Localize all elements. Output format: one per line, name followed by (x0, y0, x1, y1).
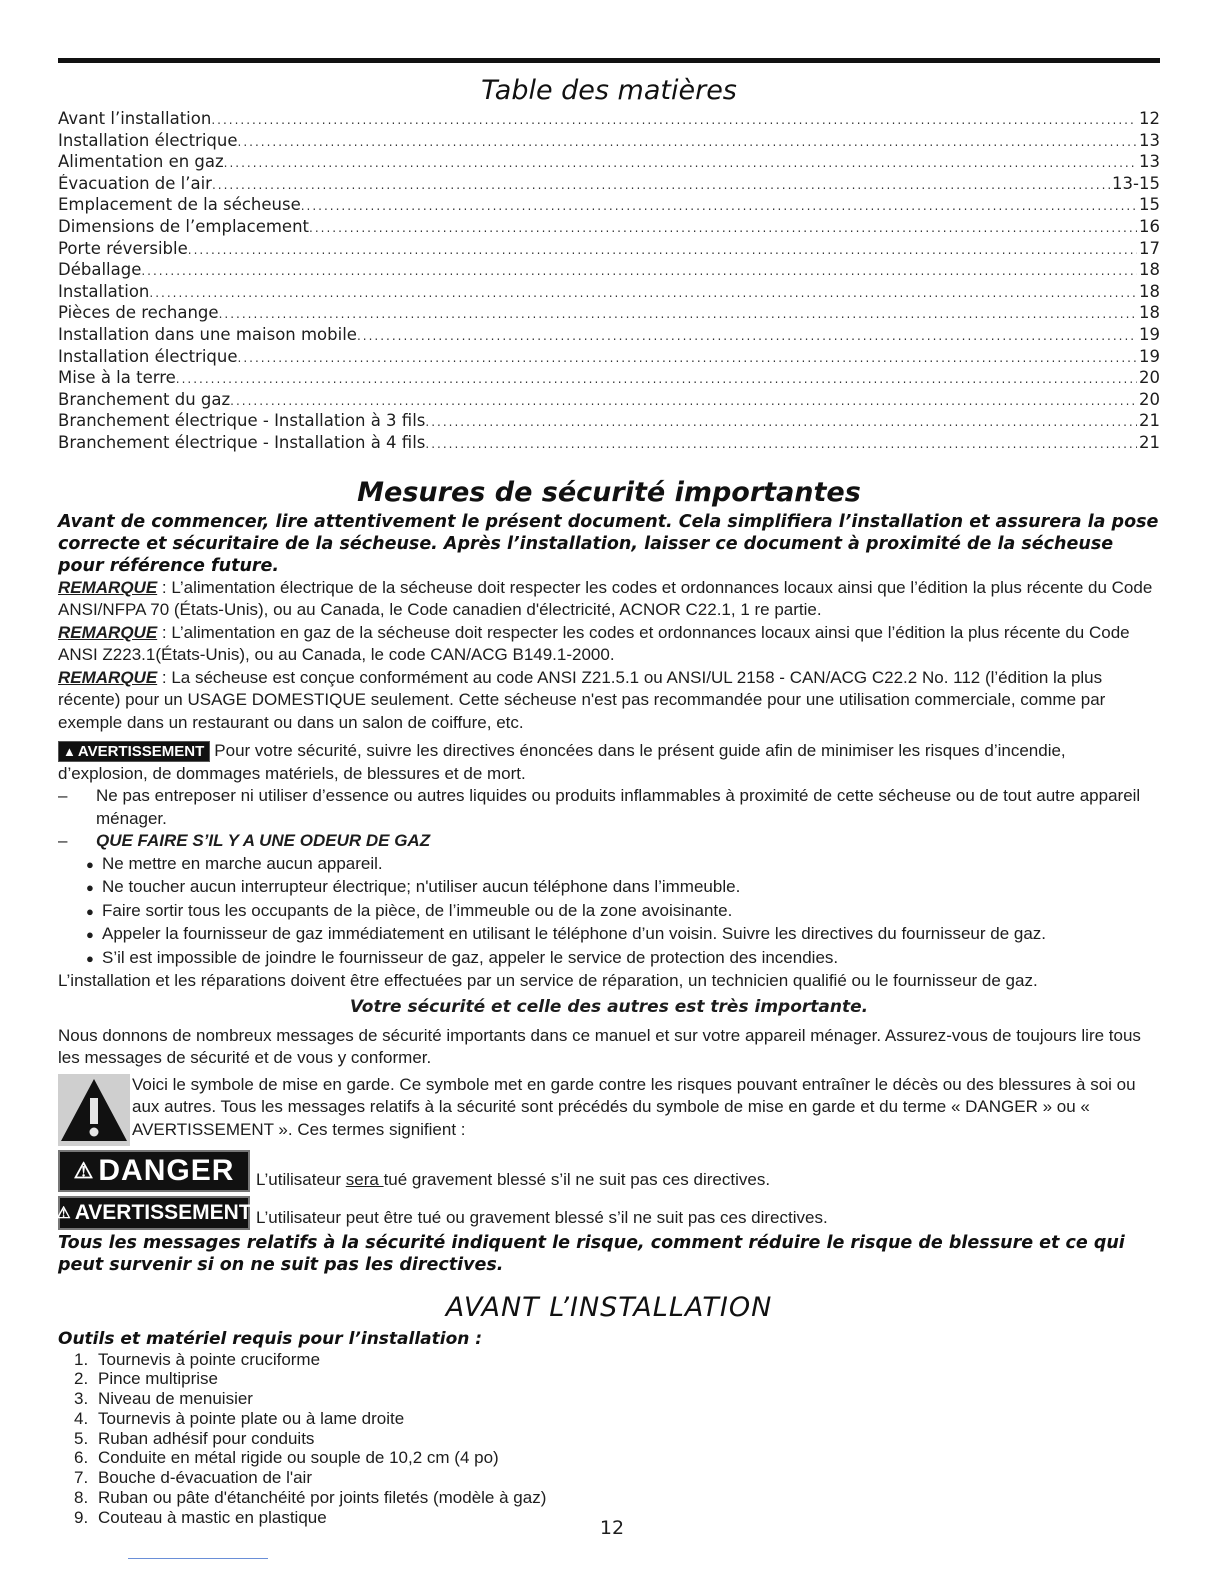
repair-paragraph: L’installation et les réparations doivent être effectuées par un service de réparation, un technicien qualifié ou le fournisseur de gaz. (58, 971, 1038, 990)
tools-list (58, 1350, 1160, 1528)
top-rule (58, 58, 1160, 63)
remark-domestic: REMARQUE : La sécheuse est conçue conformément au code ANSI Z21.5.1 ou ANSI/UL 2158 - CAN/ACG C22.2 No. 112 (l’édition la plus récente) pour un USAGE DOMESTIQUE seulement. Cette sécheuse n'est pas recommandée pour une utilisation commerciale, comme par exemple dans un restaurant ou dans un salon de coiffure, etc. (58, 667, 1106, 732)
list-item: 2. Pince multiprise (74, 1369, 218, 1389)
footer-rule (128, 1558, 268, 1559)
warning-triangle-icon: ⚠ (56, 1204, 71, 1222)
toc-label: Installation électrique (58, 130, 238, 150)
toc-entry[interactable] (58, 325, 1160, 347)
remark-label: REMARQUE (58, 577, 158, 597)
warning-badge-large: ⚠ AVERTISSEMENT (58, 1196, 250, 1230)
toc-entry[interactable] (58, 195, 1160, 217)
list-item: 7. Bouche d-évacuation de l'air (74, 1468, 312, 1488)
table-of-contents (58, 109, 1160, 455)
toc-page: 18 (1139, 303, 1160, 323)
dash-item-flammables: – Ne pas entreposer ni utiliser d’essence ou autres liquides ou produits inflammables à proximité de cette sécheuse ou de tout autre appareil ménager. (58, 786, 1141, 828)
dash-item-gas-odor: – QUE FAIRE S’IL Y A UNE ODEUR DE GAZ (58, 831, 431, 850)
danger-row (58, 1150, 1160, 1192)
toc-entry[interactable] (58, 390, 1160, 412)
safety-title: Mesures de sécurité importantes (357, 476, 861, 508)
toc-label: Installation électrique (58, 346, 238, 366)
warning-paragraph: ▲ AVERTISSEMENT Pour votre sécurité, suivre les directives énoncées dans le présent guide afin de minimiser les risques d’incendie, d’explosion, de dommages matériels, de blessures et de mort. (58, 741, 1066, 783)
list-item: 1. Tournevis à pointe cruciforme (74, 1349, 321, 1369)
list-item: ● Appeler la fournisseur de gaz immédiatement en utilisant le téléphone d’un voisin. Suivre les directives du fournisseur de gaz. (86, 924, 1047, 943)
danger-badge: ⚠ DANGER (58, 1150, 250, 1192)
toc-label: Installation dans une maison mobile (58, 324, 357, 344)
toc-entry[interactable] (58, 131, 1160, 153)
list-item: 8. Ruban ou pâte d'étanchéité por joints filetés (modèle à gaz) (74, 1488, 547, 1508)
page-number: 12 (599, 1517, 625, 1539)
tools-subtitle: Outils et matériel requis pour l’installation : (58, 1328, 483, 1349)
list-item: 3. Niveau de menuisier (74, 1389, 253, 1409)
list-item: ● Ne toucher aucun interrupteur électrique; n'utiliser aucun téléphone dans l’immeuble. (86, 877, 741, 896)
toc-label: Branchement électrique - Installation à 3 fils (58, 411, 426, 431)
alert-symbol-block (58, 1074, 1160, 1146)
toc-entry[interactable] (58, 152, 1160, 174)
toc-page: 20 (1139, 368, 1160, 388)
toc-page: 18 (1139, 260, 1160, 280)
toc-page: 15 (1139, 195, 1160, 215)
list-item: 4. Tournevis à pointe plate ou à lame droite (74, 1408, 405, 1428)
toc-label: Porte réversible (58, 238, 188, 258)
list-item: 6. Conduite en métal rigide ou souple de 10,2 cm (4 po) (74, 1448, 499, 1468)
warning-row (58, 1196, 1160, 1230)
toc-page: 21 (1139, 411, 1160, 431)
toc-label: Alimentation en gaz (58, 152, 224, 172)
danger-text: L’utilisateur sera tué gravement blessé s’il ne suit pas ces directives. (256, 1170, 771, 1189)
toc-label: Branchement électrique - Installation à 4 fils (58, 432, 426, 452)
toc-entry[interactable] (58, 411, 1160, 433)
remark-gas: REMARQUE : L’alimentation en gaz de la sécheuse doit respecter les codes et ordonnances locaux ainsi que l’édition la plus récente du Code ANSI Z223.1(États-Unis), ou au Canada, le code CAN/ACG B149.1-2000. (58, 622, 1130, 664)
toc-entry[interactable] (58, 433, 1160, 455)
list-item: ● S’il est impossible de joindre le fournisseur de gaz, appeler le service de protection des incendies. (86, 947, 839, 967)
toc-entry[interactable] (58, 347, 1160, 369)
toc-label: Pièces de rechange (58, 303, 219, 323)
list-item: ● Faire sortir tous les occupants de la pièce, de l’immeuble ou de la zone avoisinante. (86, 900, 733, 920)
before-install-title: AVANT L’INSTALLATION (445, 1291, 773, 1323)
toc-page: 13-15 (1112, 173, 1160, 193)
safety-lead: Avant de commencer, lire attentivement le présent document. Cela simplifiera l’installation et assurera la pose correcte et sécuritaire de la sécheuse. Après l’installation, laisser ce document à proximité de la sécheuse pour référence future. (58, 511, 1159, 576)
toc-label: Branchement du gaz (58, 389, 231, 409)
toc-title: Table des matières (481, 75, 737, 106)
remark-electric: REMARQUE : L’alimentation électrique de la sécheuse doit respecter les codes et ordonnances locaux ainsi que l’édition la plus récente du Code ANSI/NFPA 70 (États-Unis), ou au Canada, le Code canadien d'électricité, ACNOR C22.1, 1 re partie. (58, 577, 1153, 619)
toc-entry[interactable] (58, 260, 1160, 282)
toc-page: 20 (1139, 389, 1160, 409)
symbol-paragraph: Voici le symbole de mise en garde. Ce symbole met en garde contre les risques pouvant entraîner le décès ou des blessures à soi ou aux autres. Tous les messages relatifs à la sécurité sont précédés du symbole de mise en garde et du terme « DANGER » ou « AVERTISSEMENT ». Ces termes signifient : (132, 1074, 1136, 1139)
toc-entry[interactable] (58, 217, 1160, 239)
toc-page: 19 (1139, 324, 1160, 344)
toc-label: Installation (58, 281, 150, 301)
toc-page: 13 (1139, 130, 1160, 150)
remark-label: REMARQUE (58, 622, 158, 642)
remark-label: REMARQUE (58, 667, 158, 687)
gas-odor-list (58, 853, 1160, 971)
list-item: ● Ne mettre en marche aucun appareil. (86, 853, 383, 873)
toc-entry[interactable] (58, 282, 1160, 304)
toc-page: 13 (1139, 152, 1160, 172)
toc-page: 21 (1139, 432, 1160, 452)
toc-entry[interactable] (58, 303, 1160, 325)
alert-symbol-icon (58, 1074, 130, 1146)
toc-page: 18 (1139, 281, 1160, 301)
toc-page: 12 (1139, 109, 1160, 128)
toc-page: 16 (1139, 216, 1160, 236)
importance-heading: Votre sécurité et celle des autres est très importante. (349, 996, 869, 1017)
toc-label: Dimensions de l’emplacement (58, 216, 310, 236)
toc-page: 17 (1139, 238, 1160, 258)
toc-entry[interactable] (58, 174, 1160, 196)
warning-text: L’utilisateur peut être tué ou gravement blessé s’il ne suit pas ces directives. (256, 1208, 828, 1227)
toc-label: Avant l’installation (58, 109, 212, 128)
warning-triangle-icon: ⚠ (73, 1157, 95, 1183)
list-item: 5. Ruban adhésif pour conduits (74, 1428, 315, 1448)
toc-page: 19 (1139, 346, 1160, 366)
page (58, 58, 1160, 1528)
toc-entry[interactable] (58, 368, 1160, 390)
toc-label: Mise à la terre (58, 368, 176, 388)
messages-paragraph: Nous donnons de nombreux messages de sécurité importants dans ce manuel et sur votre appareil ménager. Assurez-vous de toujours lire tous les messages de sécurité et de vous y conformer. (58, 1025, 1141, 1067)
toc-entry[interactable] (58, 109, 1160, 131)
toc-label: Évacuation de l’air (58, 173, 212, 193)
list-item: 9. Couteau à mastic en plastique (74, 1507, 327, 1527)
closing-statement: Tous les messages relatifs à la sécurité indiquent le risque, comment réduire le risque de blessure et ce qui peut survenir si on ne suit pas les directives. (58, 1232, 1125, 1275)
toc-entry[interactable] (58, 239, 1160, 261)
warning-triangle-icon: ▲ (63, 744, 76, 759)
toc-label: Déballage (58, 260, 142, 280)
warning-badge: ▲ AVERTISSEMENT (58, 741, 210, 762)
toc-label: Emplacement de la sécheuse (58, 195, 301, 215)
